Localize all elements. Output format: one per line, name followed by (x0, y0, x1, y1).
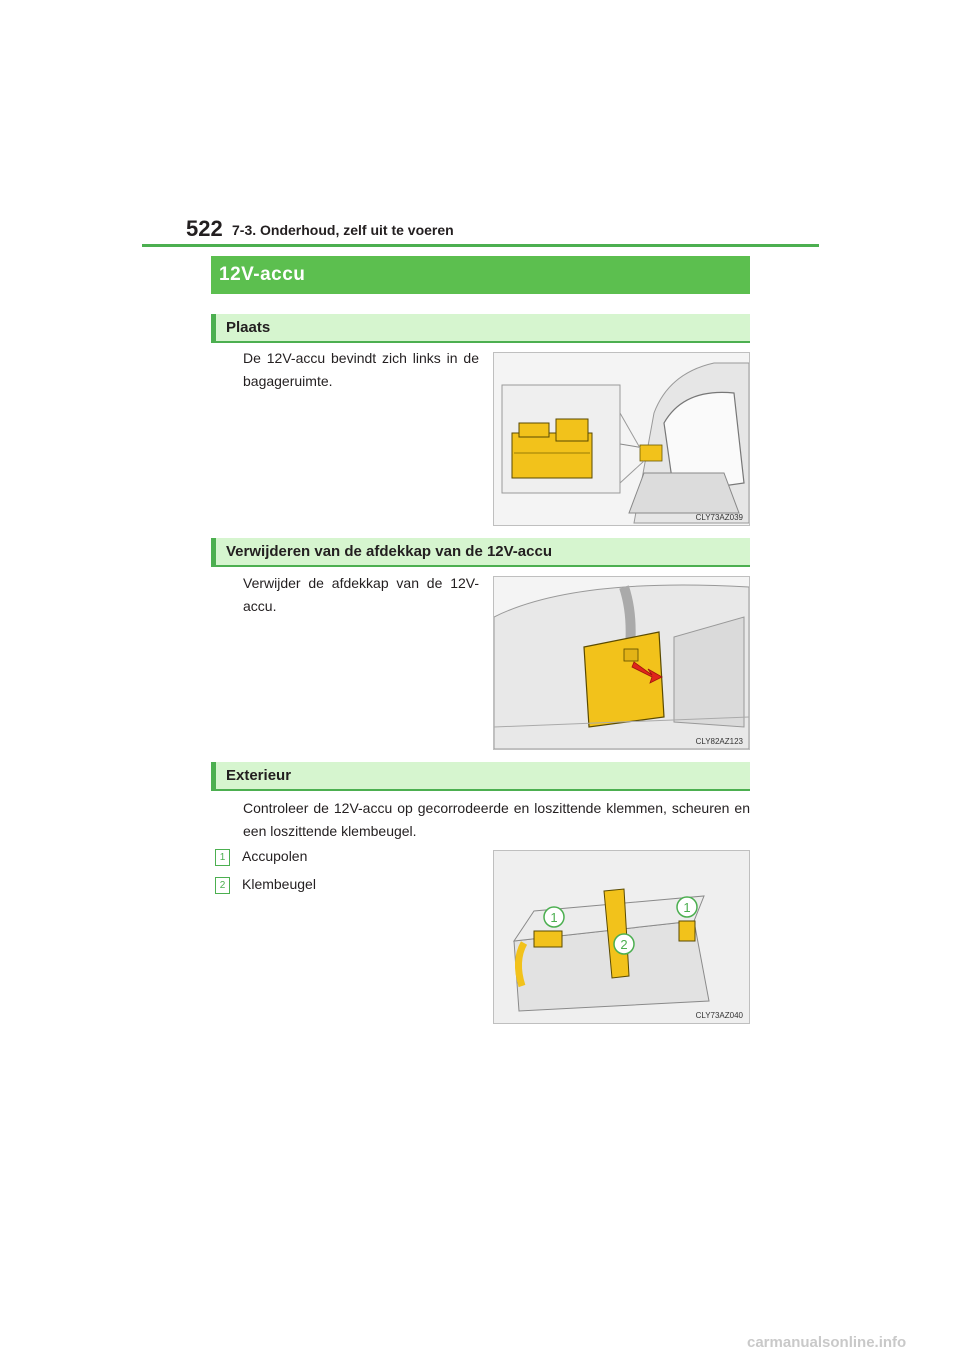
svg-text:1: 1 (683, 900, 691, 915)
subsection-heading-cover-removal: Verwijderen van de afdekkap van de 12V-accu (211, 538, 750, 567)
subsection-heading-plaats: Plaats (211, 314, 750, 343)
plaats-text: De 12V-accu bevindt zich links in de bagageruimte. (243, 350, 479, 389)
legend-label-2: Klembeugel (242, 876, 316, 892)
header-rule (142, 244, 819, 247)
exterieur-text: Controleer de 12V-accu op gecorrodeerde en loszittende klemmen, scheuren en een loszittende klembeugel. (243, 800, 750, 839)
svg-text:1: 1 (550, 910, 558, 925)
subsection-heading-exterieur: Exterieur (211, 762, 750, 791)
legend-number-1: 1 (215, 849, 230, 866)
legend-item-1 (215, 848, 307, 866)
chapter-title: 7-3. Onderhoud, zelf uit te voeren (232, 222, 454, 238)
cover-removal-text: Verwijder de afdekkap van de 12V-accu. (243, 575, 479, 614)
legend-item-2 (215, 876, 316, 894)
page-number: 522 (186, 216, 223, 241)
svg-text:2: 2 (620, 937, 628, 952)
figure-code: CLY73AZ039 (695, 513, 743, 522)
legend-label-1: Accupolen (242, 848, 308, 864)
battery-location-illustration (494, 353, 749, 525)
cover-removal-illustration (494, 577, 749, 749)
watermark: carmanualsonline.info (747, 1334, 907, 1351)
figure-code: CLY73AZ040 (695, 1011, 743, 1020)
section-heading: 12V-accu (211, 256, 750, 294)
battery-exterior-illustration (494, 851, 749, 1023)
battery-location-figure (493, 352, 750, 526)
legend-number-2: 2 (215, 877, 230, 894)
figure-code: CLY82AZ123 (695, 737, 743, 746)
cover-removal-figure (493, 576, 750, 750)
battery-exterior-figure (493, 850, 750, 1024)
